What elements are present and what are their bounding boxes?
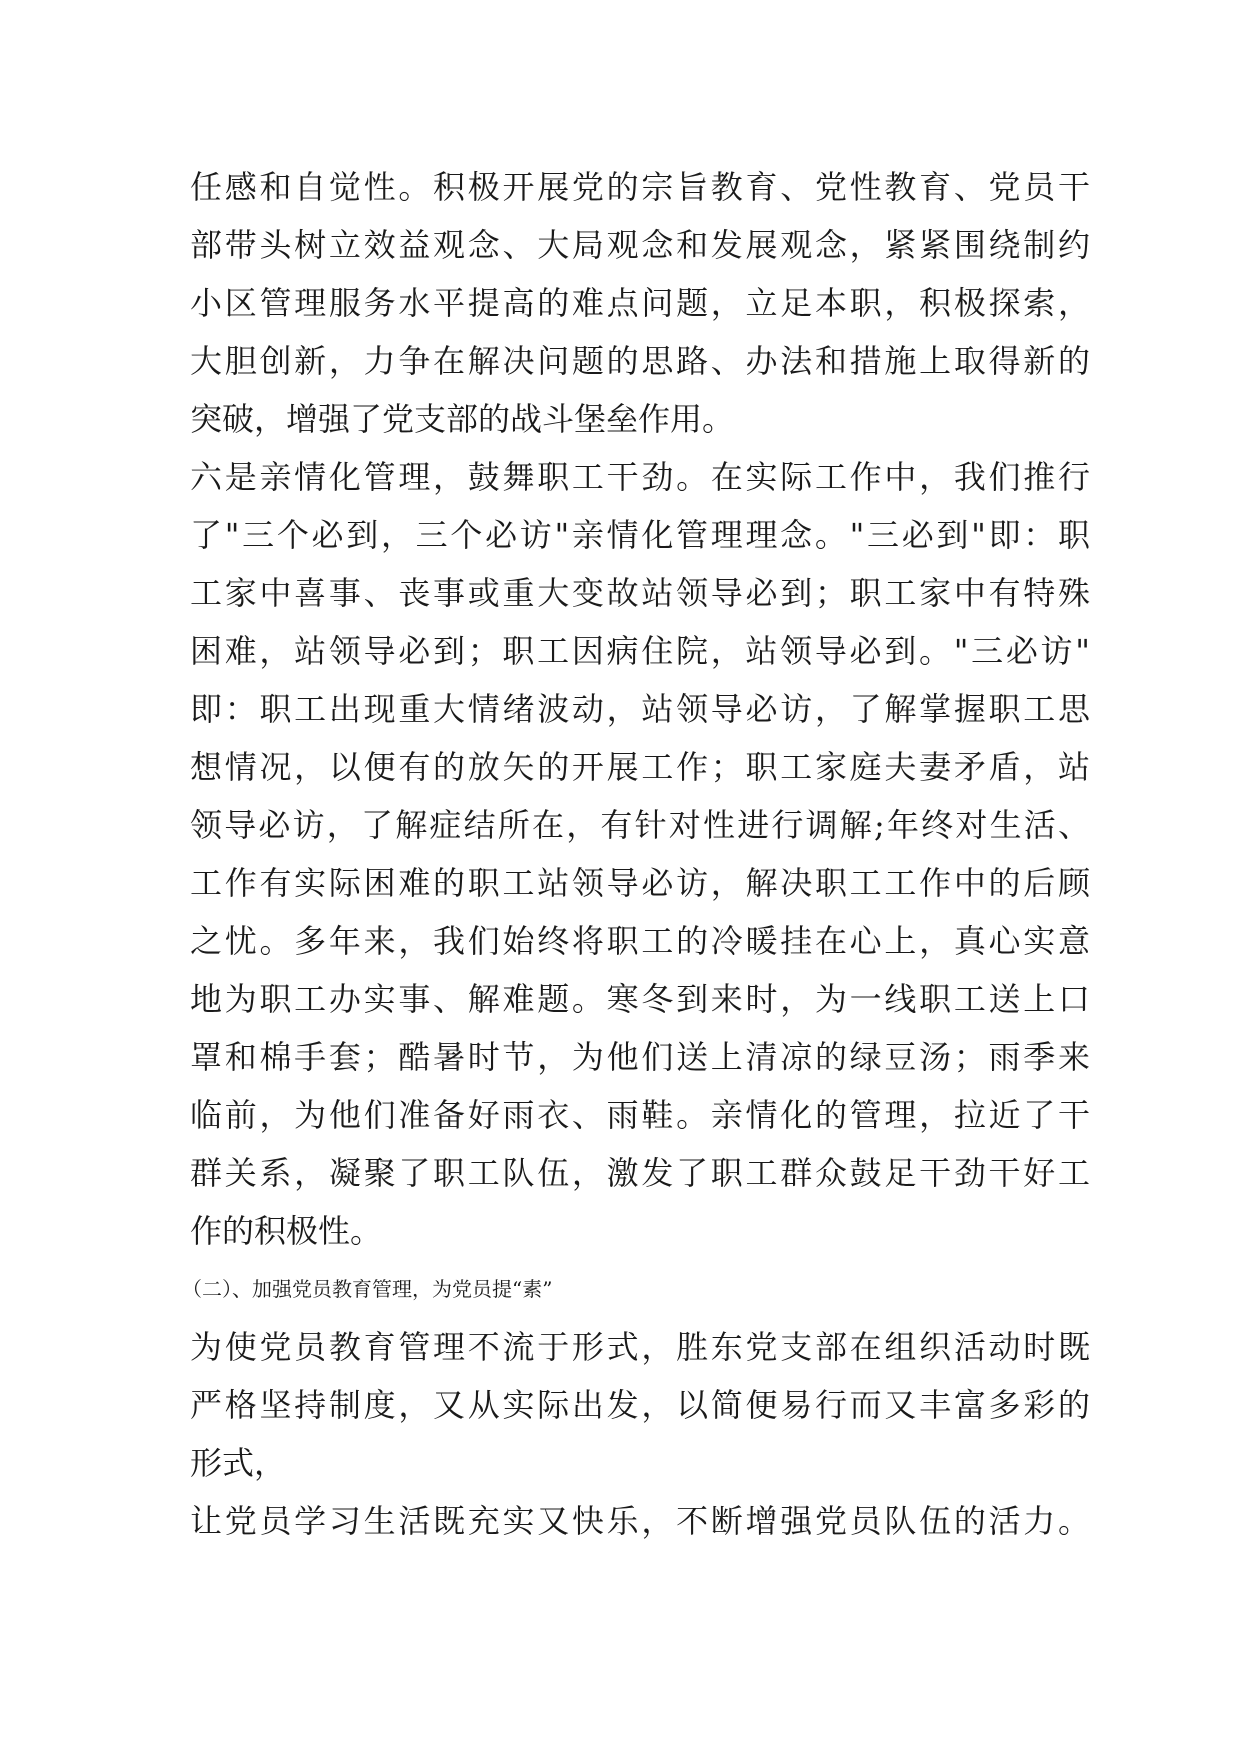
text-line: 部带头树立效益观念、大局观念和发展观念，紧紧围绕制约 — [190, 226, 1090, 264]
text-line: 为使党员教育管理不流于形式，胜东党支部在组织活动时既 — [190, 1328, 1090, 1366]
text-line: 想情况，以便有的放矢的开展工作；职工家庭夫妻矛盾，站 — [190, 748, 1090, 786]
text-line: 了"三个必到，三个必访"亲情化管理理念。"三必到"即：职 — [190, 516, 1090, 554]
text-line: 即：职工出现重大情绪波动，站领导必访，了解掌握职工思 — [190, 690, 1090, 728]
text-line: 群关系，凝聚了职工队伍，激发了职工群众鼓足干劲干好工 — [190, 1154, 1090, 1192]
body-text — [182, 158, 1090, 1550]
text-line: 工家中喜事、丧事或重大变故站领导必到；职工家中有特殊 — [190, 574, 1090, 612]
text-line: 大胆创新，力争在解决问题的思路、办法和措施上取得新的 — [190, 342, 1090, 380]
text-line: 六是亲情化管理，鼓舞职工干劲。在实际工作中，我们推行 — [190, 458, 1090, 496]
text-line: 临前，为他们准备好雨衣、雨鞋。亲情化的管理，拉近了干 — [190, 1096, 1090, 1134]
text-line: 形式， — [190, 1444, 287, 1482]
text-line: 工作有实际困难的职工站领导必访，解决职工工作中的后顾 — [190, 864, 1090, 902]
text-line: 之忧。多年来，我们始终将职工的冷暖挂在心上，真心实意 — [190, 922, 1090, 960]
text-line: 让党员学习生活既充实又快乐，不断增强党员队伍的活力。 — [190, 1502, 1090, 1540]
text-line: 困难，站领导必到；职工因病住院，站领导必到。"三必访" — [190, 632, 1090, 670]
text-line: 任感和自觉性。积极开展党的宗旨教育、党性教育、党员干 — [190, 168, 1090, 206]
text-line: 严格坚持制度，又从实际出发，以简便易行而又丰富多彩的 — [190, 1386, 1090, 1424]
section-heading: （二）、加强党员教育管理，为党员提“素” — [182, 1277, 553, 1301]
text-line: 罩和棉手套；酷暑时节，为他们送上清凉的绿豆汤；雨季来 — [190, 1038, 1090, 1076]
text-line: 突破，增强了党支部的战斗堡垒作用。 — [190, 400, 735, 438]
text-line: 领导必访，了解症结所在，有针对性进行调解;年终对生活、 — [190, 806, 1090, 844]
text-line: 作的积极性。 — [190, 1212, 383, 1250]
text-line: 地为职工办实事、解难题。寒冬到来时，为一线职工送上口 — [190, 980, 1090, 1018]
text-line: 小区管理服务水平提高的难点问题，立足本职，积极探索， — [190, 284, 1090, 322]
